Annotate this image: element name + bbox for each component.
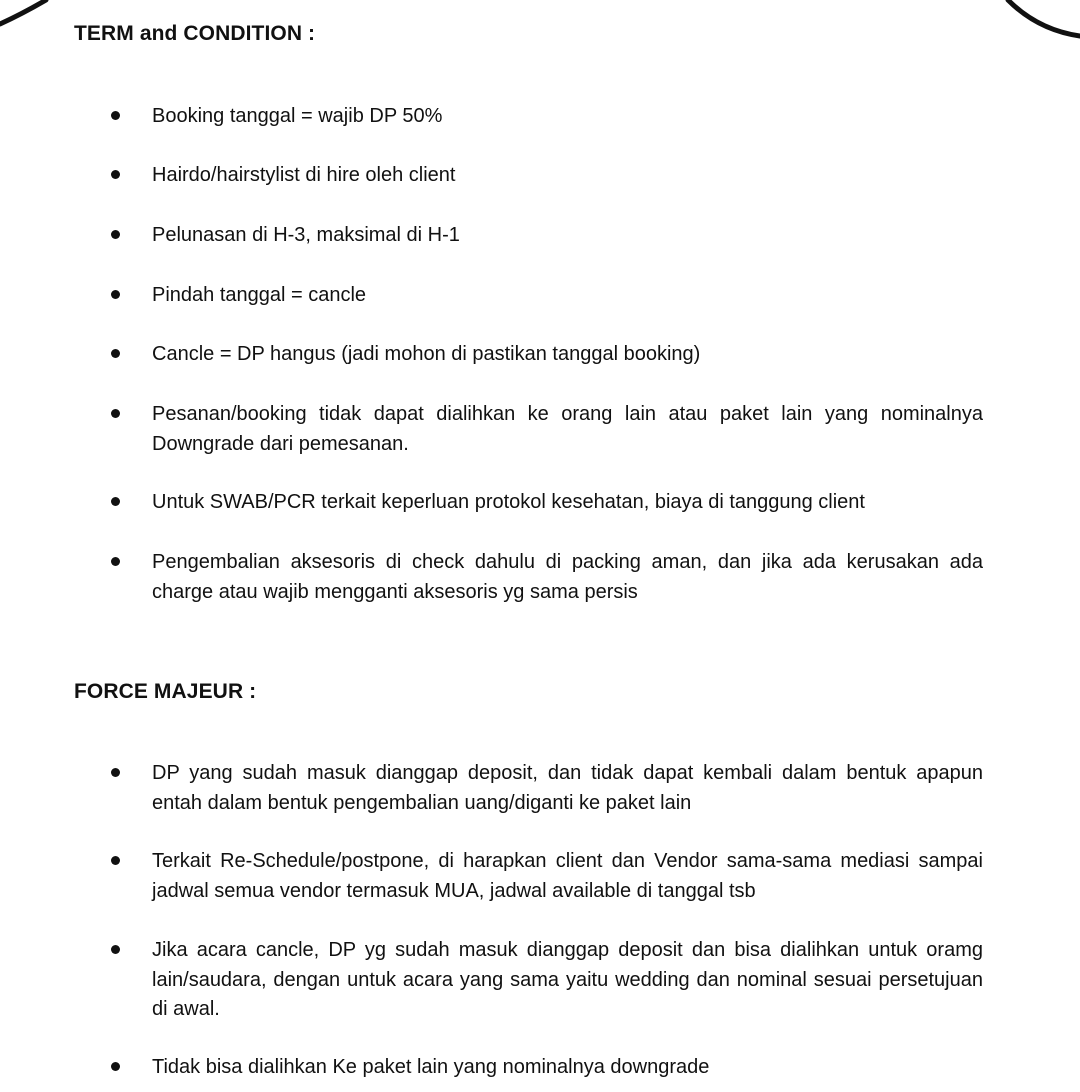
terms-item: Booking tanggal = wajib DP 50% bbox=[152, 105, 443, 127]
force-majeur-item: Terkait Re-Schedule/postpone, di harapkan client dan Vendor sama-sama mediasi sampai jadwal semua vendor termasuk MUA, jadwal available di tanggal tsb bbox=[152, 850, 983, 902]
terms-heading: TERM and CONDITION : bbox=[74, 22, 316, 45]
bullet-dot bbox=[111, 497, 120, 506]
bullet-dot bbox=[111, 945, 120, 954]
bullet-dot bbox=[111, 768, 120, 777]
terms-item: Pesanan/booking tidak dapat dialihkan ke orang lain atau paket lain yang nominalnya Downgrade dari pemesanan. bbox=[152, 403, 983, 455]
force-majeur-item: DP yang sudah masuk dianggap deposit, dan tidak dapat kembali dalam bentuk apapun entah dalam bentuk pengembalian uang/diganti ke paket lain bbox=[152, 762, 983, 814]
terms-item: Untuk SWAB/PCR terkait keperluan protokol kesehatan, biaya di tanggung client bbox=[152, 491, 865, 513]
terms-item: Pindah tanggal = cancle bbox=[152, 284, 367, 306]
decorative-corner-arc-right bbox=[1000, 0, 1080, 42]
terms-item: Hairdo/hairstylist di hire oleh client bbox=[152, 164, 456, 186]
bullet-dot bbox=[111, 856, 120, 865]
bullet-dot bbox=[111, 290, 120, 299]
bullet-dot bbox=[111, 349, 120, 358]
force-majeur-heading: FORCE MAJEUR : bbox=[74, 680, 257, 703]
bullet-dot bbox=[111, 557, 120, 566]
bullet-dot bbox=[111, 409, 120, 418]
bullet-dot bbox=[111, 170, 120, 179]
decorative-corner-arc-left bbox=[0, 0, 60, 30]
force-majeur-item: Jika acara cancle, DP yg sudah masuk dianggap deposit dan bisa dialihkan untuk oramg lain/saudara, dengan untuk acara yang sama yaitu wedding dan nominal sesuai persetujuan di awal. bbox=[152, 939, 983, 1020]
bullet-dot bbox=[111, 230, 120, 239]
bullet-dot bbox=[111, 111, 120, 120]
bullet-dot bbox=[111, 1062, 120, 1071]
force-majeur-item: Tidak bisa dialihkan Ke paket lain yang nominalnya downgrade bbox=[152, 1056, 710, 1078]
terms-item: Pengembalian aksesoris di check dahulu di packing aman, dan jika ada kerusakan ada charge atau wajib mengganti aksesoris yg sama persis bbox=[152, 551, 983, 603]
terms-item: Cancle = DP hangus (jadi mohon di pastikan tanggal booking) bbox=[152, 343, 701, 365]
terms-item: Pelunasan di H-3, maksimal di H-1 bbox=[152, 224, 460, 246]
